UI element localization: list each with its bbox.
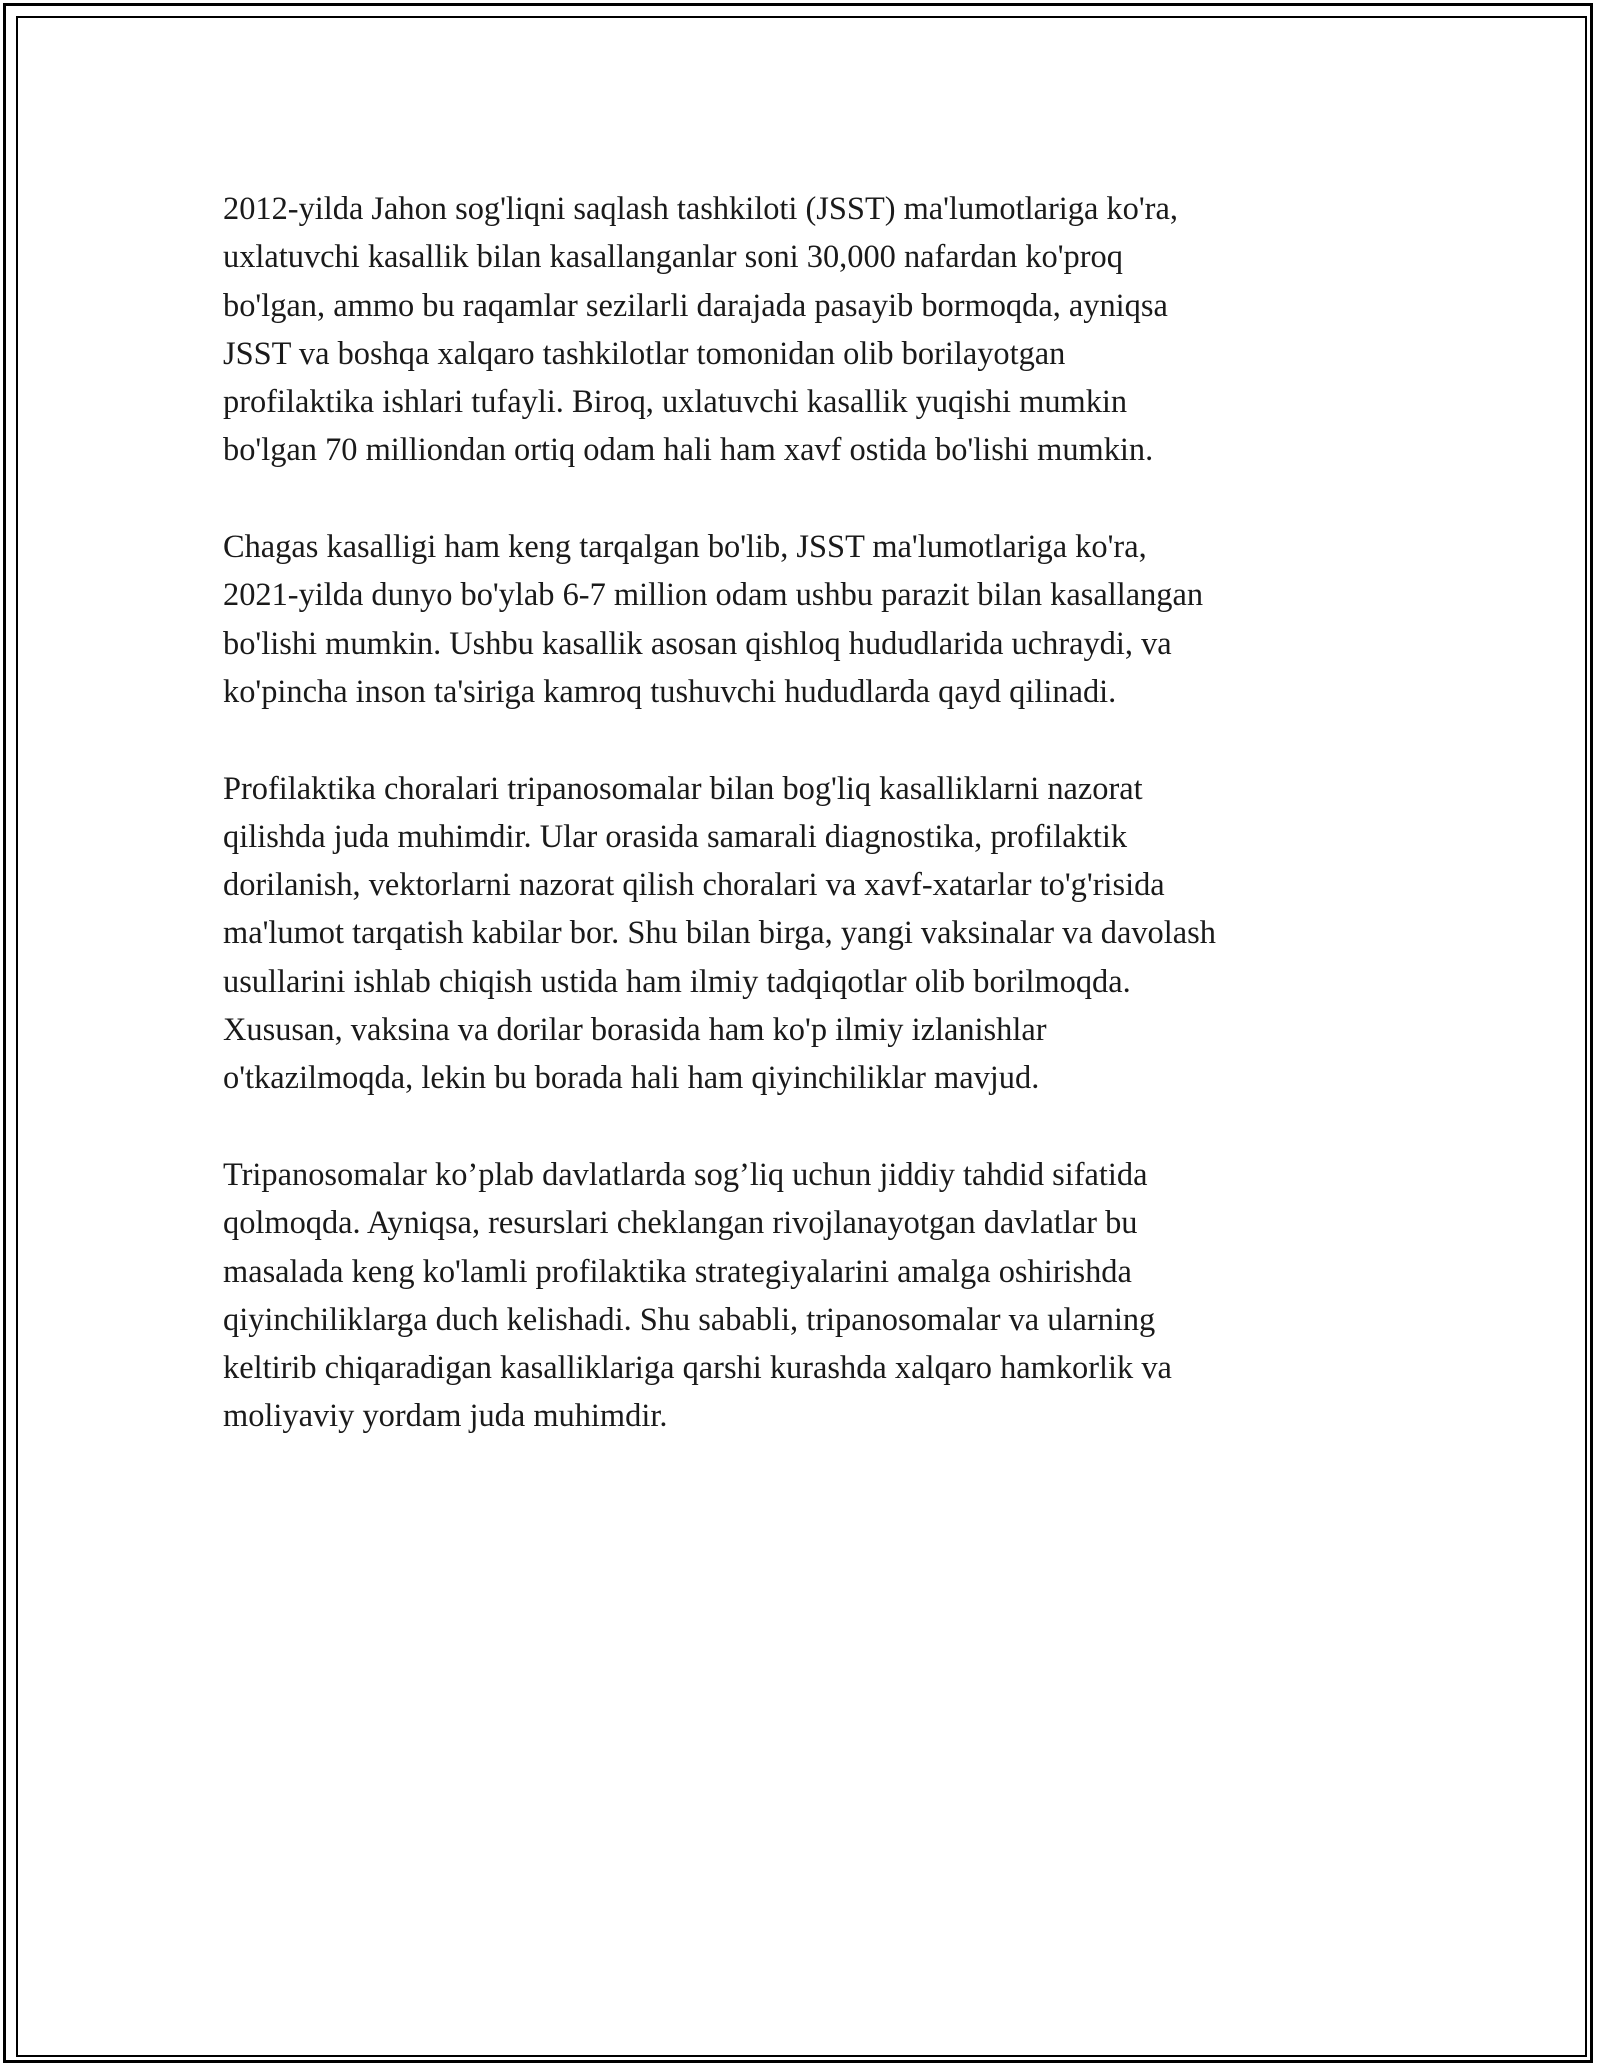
paragraph-sleeping-sickness: 2012-yilda Jahon sog'liqni saqlash tashkiloti (JSST) ma'lumotlariga ko'ra, uxlatuvchi kasallik bilan kasallanganlar soni 30,000 nafardan ko'proq bo'lgan, ammo bu raqamlar sezilarli darajada pasayib bormoqda, ayniqsa JSST va boshqa xalqaro tashkilotlar tomonidan olib borilayotgan profilaktika ishlari tufayli. Biroq, uxlatuvchi kasallik yuqishi mumkin bo'lgan 70 milliondan ortiq odam hali ham xavf ostida bo'lishi mumkin. (223, 191, 1178, 469)
paragraph-international-cooperation: Tripanosomalar ko’plab davlatlarda sog’liq uchun jiddiy tahdid sifatida qolmoqda. Ayniqsa, resurslari cheklangan rivojlanayotgan davlatlar bu masalada keng ko'lamli profilaktika strategiyalarini amalga oshirishda qiyinchiliklarga duch kelishadi. Shu sababli, tripanosomalar va ularning keltirib chiqaradigan kasalliklariga qarshi kurashda xalqaro hamkorlik va moliyaviy yordam juda muhimdir. (223, 1156, 1172, 1435)
document-body (223, 185, 1373, 1489)
paragraph-chagas-disease: Chagas kasalligi ham keng tarqalgan bo'lib, JSST ma'lumotlariga ko'ra, 2021-yilda dunyo bo'ylab 6-7 million odam ushbu parazit bilan kasallangan bo'lishi mumkin. Ushbu kasallik asosan qishloq hududlarida uchraydi, va ko'pincha inson ta'siriga kamroq tushuvchi hududlarda qayd qilinadi. (223, 529, 1204, 710)
paragraph-prevention-measures: Profilaktika choralari tripanosomalar bilan bog'liq kasalliklarni nazorat qilishda juda muhimdir. Ular orasida samarali diagnostika, profilaktik dorilanish, vektorlarni nazorat qilish choralari va xavf-xatarlar to'g'risida ma'lumot tarqatish kabilar bor. Shu bilan birga, yangi vaksinalar va davolash usullarini ishlab chiqish ustida ham ilmiy tadqiqotlar olib borilmoqda. Xususan, vaksina va dorilar borasida ham ko'p ilmiy izlanishlar o'tkazilmoqda, lekin bu borada hali ham qiyinchiliklar mavjud. (223, 770, 1216, 1097)
